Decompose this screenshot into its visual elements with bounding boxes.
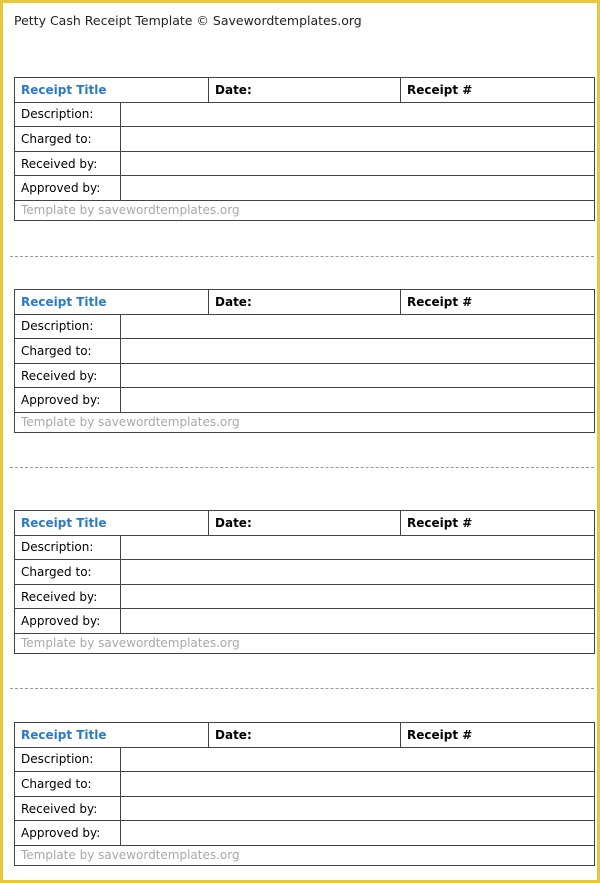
description-label: Description: (15, 314, 121, 339)
received-by-label: Received by: (15, 584, 121, 609)
date-label: Date: (209, 78, 401, 103)
receipt-form (14, 510, 595, 654)
received-by-label: Received by: (15, 363, 121, 388)
receipt-title-label: Receipt Title (15, 290, 209, 315)
receipt-title-label: Receipt Title (15, 511, 209, 536)
description-label: Description: (15, 747, 121, 772)
approved-by-field[interactable] (121, 821, 595, 846)
receipt-form (14, 722, 595, 866)
date-label: Date: (209, 290, 401, 315)
charged-to-label: Charged to: (15, 772, 121, 797)
received-by-label: Received by: (15, 796, 121, 821)
approved-by-label: Approved by: (15, 609, 121, 634)
charged-to-label: Charged to: (15, 560, 121, 585)
template-credit: Template by savewordtemplates.org (15, 845, 595, 865)
charged-to-field[interactable] (121, 339, 595, 364)
receipt-form (14, 289, 595, 433)
charged-to-label: Charged to: (15, 127, 121, 152)
received-by-field[interactable] (121, 151, 595, 176)
charged-to-field[interactable] (121, 772, 595, 797)
description-field[interactable] (121, 535, 595, 560)
receipt-number-label: Receipt # (401, 511, 595, 536)
receipt-form (14, 77, 595, 221)
date-label: Date: (209, 511, 401, 536)
cut-line (10, 256, 594, 257)
description-field[interactable] (121, 747, 595, 772)
approved-by-label: Approved by: (15, 388, 121, 413)
received-by-field[interactable] (121, 796, 595, 821)
document-title: Petty Cash Receipt Template © Savewordtemplates.org (14, 13, 362, 28)
received-by-field[interactable] (121, 363, 595, 388)
received-by-label: Received by: (15, 151, 121, 176)
receipt-number-label: Receipt # (401, 78, 595, 103)
description-label: Description: (15, 535, 121, 560)
charged-to-field[interactable] (121, 560, 595, 585)
description-label: Description: (15, 102, 121, 127)
received-by-field[interactable] (121, 584, 595, 609)
template-credit: Template by savewordtemplates.org (15, 633, 595, 653)
date-label: Date: (209, 723, 401, 748)
receipt-number-label: Receipt # (401, 723, 595, 748)
receipt-number-label: Receipt # (401, 290, 595, 315)
description-field[interactable] (121, 314, 595, 339)
template-credit: Template by savewordtemplates.org (15, 200, 595, 220)
charged-to-label: Charged to: (15, 339, 121, 364)
cut-line (10, 467, 594, 468)
cut-line (10, 688, 594, 689)
description-field[interactable] (121, 102, 595, 127)
approved-by-field[interactable] (121, 388, 595, 413)
approved-by-label: Approved by: (15, 176, 121, 201)
receipt-title-label: Receipt Title (15, 78, 209, 103)
template-credit: Template by savewordtemplates.org (15, 412, 595, 432)
approved-by-field[interactable] (121, 176, 595, 201)
approved-by-label: Approved by: (15, 821, 121, 846)
approved-by-field[interactable] (121, 609, 595, 634)
charged-to-field[interactable] (121, 127, 595, 152)
receipt-title-label: Receipt Title (15, 723, 209, 748)
